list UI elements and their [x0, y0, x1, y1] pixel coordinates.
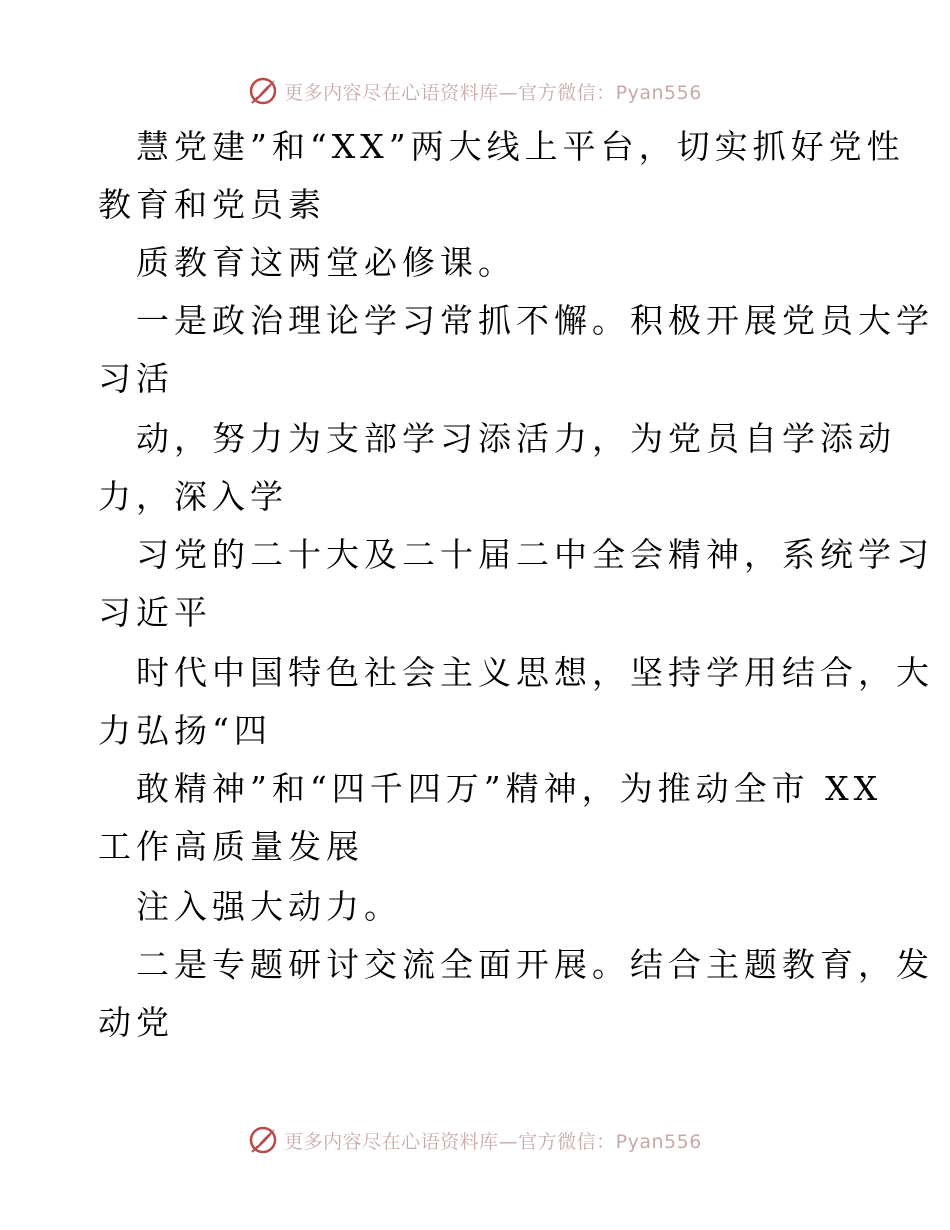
body-line: 力弘扬“四	[98, 711, 272, 750]
body-line: 习近平	[98, 593, 212, 632]
feather-pen-logo-icon	[248, 76, 278, 106]
body-line: 时代中国特色社会主义思想，坚持学用结合，大	[136, 653, 934, 692]
body-line: 习党的二十大及二十届二中全会精神，系统学习	[136, 535, 934, 574]
body-line: 敢精神”和“四千四万”精神，为推动全市 XX	[136, 769, 883, 808]
feather-pen-logo-icon	[248, 1125, 278, 1155]
body-line: 质教育这两堂必修课。	[136, 243, 516, 282]
body-line: 力，深入学	[98, 477, 288, 516]
body-line: 工作高质量发展	[98, 827, 364, 866]
header-banner	[0, 71, 950, 111]
body-line: 教育和党员素	[98, 185, 326, 224]
footer-banner	[0, 1120, 950, 1160]
body-line: 习活	[98, 359, 174, 398]
body-line: 动，努力为支部学习添活力，为党员自学添动	[136, 419, 896, 458]
body-line: 动党	[98, 1003, 174, 1042]
body-line: 慧党建”和“XX”两大线上平台，切实抓好党性	[136, 127, 905, 166]
footer-banner-text: 更多内容尽在心语资料库—官方微信：Pyan556	[284, 1130, 702, 1153]
body-line: 二是专题研讨交流全面开展。结合主题教育，发	[136, 945, 934, 984]
body-line: 一是政治理论学习常抓不懈。积极开展党员大学	[136, 301, 934, 340]
body-line: 注入强大动力。	[136, 887, 402, 926]
header-banner-text: 更多内容尽在心语资料库—官方微信：Pyan556	[284, 81, 702, 104]
